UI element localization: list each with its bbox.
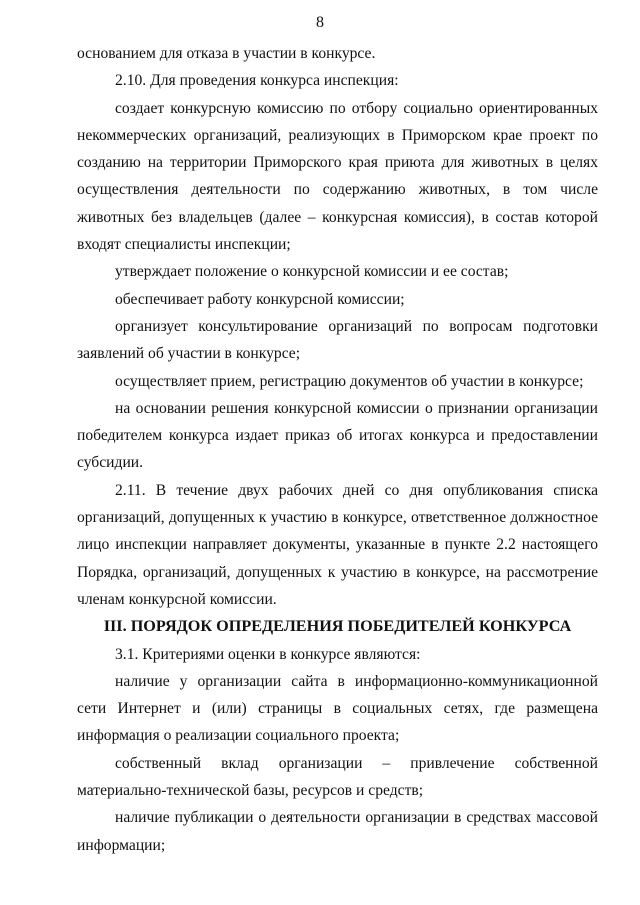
paragraph-creates-commission: создает конкурсную комиссию по отбору социально ориентированных некоммерческих организаций, реализующих в Приморском крае проект по созданию на территории Приморского края приюта для животных в целях осуществления деятельности по содержанию животных, в том числе животных без владельцев (далее – конкурсная комиссия), в состав которой входят специалисты инспекции; [77,99,598,254]
paragraph-criterion-publications: наличие публикации о деятельности организации в средствах массовой информации; [77,809,598,854]
document-body [77,40,598,859]
section-heading: III. ПОРЯДОК ОПРЕДЕЛЕНИЯ ПОБЕДИТЕЛЕЙ КОНКУРСА [103,617,572,636]
paragraph-issues-order: на основании решения конкурсной комиссии о признании организации победителем конкурса издает приказ об итогах конкурса и предоставлении субсидии. [77,399,598,472]
paragraph-receives-documents: осуществляет прием, регистрацию документов об участии в конкурсе; [115,372,584,390]
paragraph-ensures-work: обеспечивает работу конкурсной комиссии; [115,290,405,308]
paragraph-2-11: 2.11. В течение двух рабочих дней со дня опубликования списка организаций, допущенных к участию в конкурсе, ответственное должностное лицо инспекции направляет документы, указанные в пункте 2.2 настоящего Порядка, организаций, допущенных к участию в конкурсе, на рассмотрение членам конкурсной комиссии. [77,481,598,608]
paragraph-criterion-contribution: собственный вклад организации – привлечение собственной материально-технической базы, ресурсов и средств; [77,754,598,800]
paragraph-continuation: основанием для отказа в участии в конкурсе. [77,45,376,62]
paragraph-criterion-website: наличие у организации сайта в информационно-коммуникационной сети Интернет и (или) страницы в социальных сетях, где размещена информация о реализации социального проекта; [77,672,598,745]
page-number: 8 [316,14,324,31]
paragraph-organizes-consulting: организует консультирование организаций по вопросам подготовки заявлений об участии в конкурсе; [77,317,598,363]
paragraph-2-10: 2.10. Для проведения конкурса инспекция: [115,72,399,90]
paragraph-approves-regulation: утверждает положение о конкурсной комиссии и ее состав; [115,263,509,281]
paragraph-3-1: 3.1. Критериями оценки в конкурсе являются: [115,645,421,663]
